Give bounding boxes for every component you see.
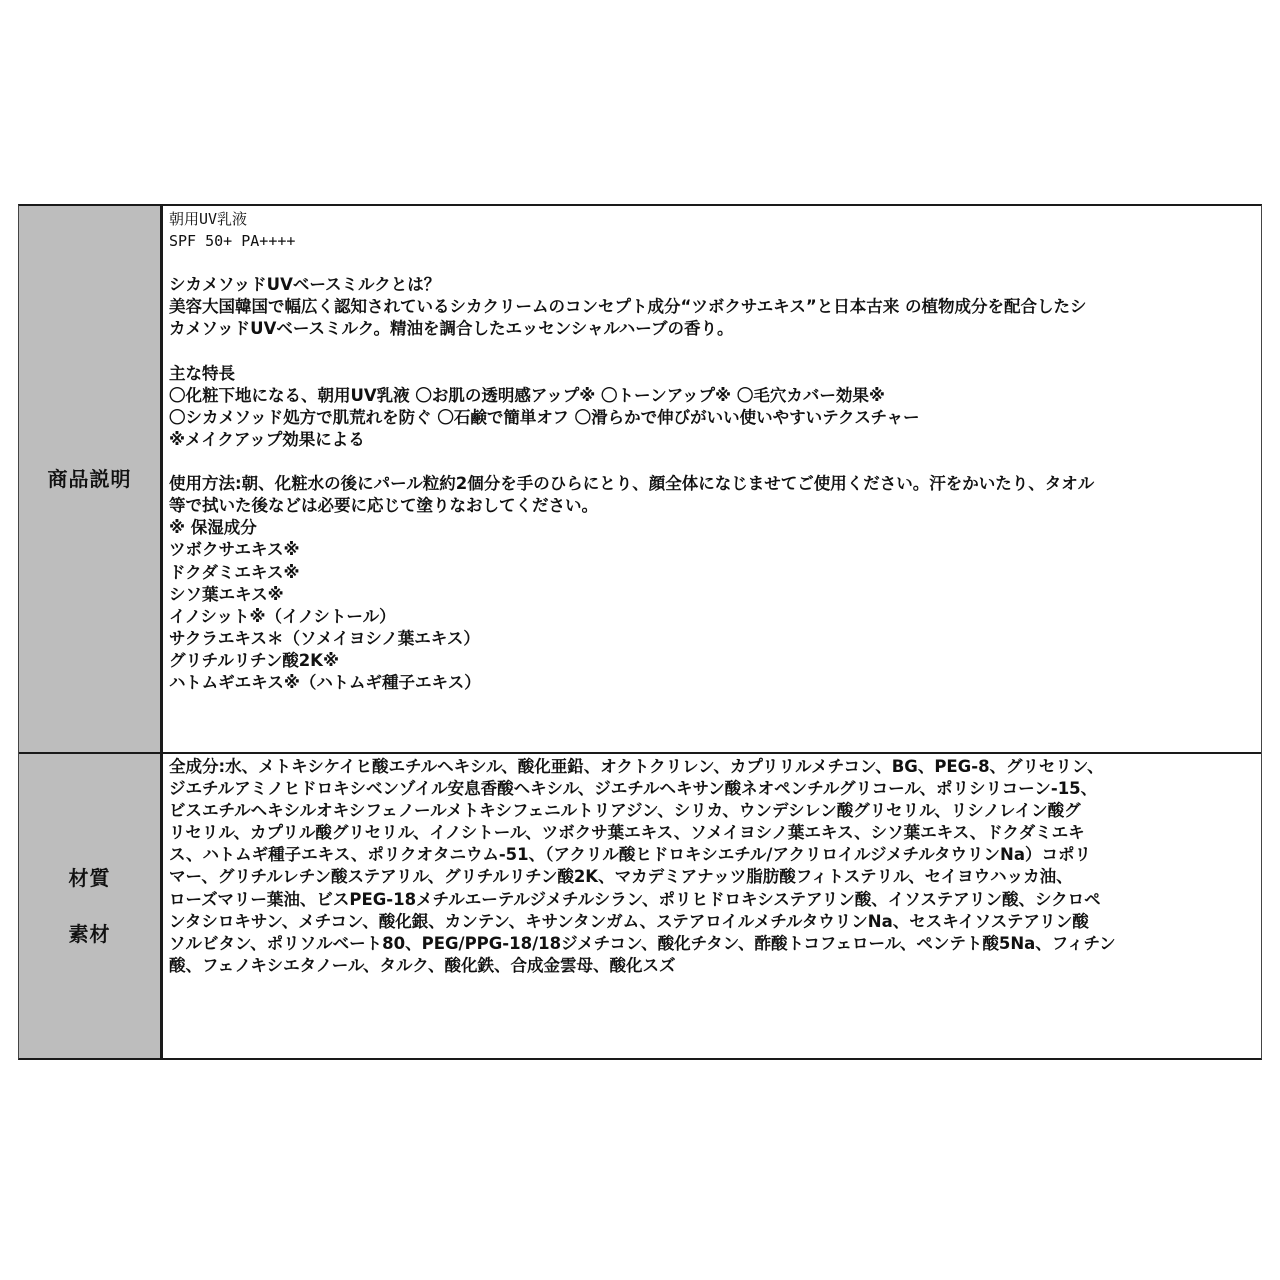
description-line: カメソッドUVベースミルク。精油を調合したエッセンシャルハーブの香り。 (169, 319, 734, 339)
ingredient-line: ビスエチルヘキシルオキシフェノールメトキシフェニルトリアジン、シリカ、ウンデシレン酸グリセリル、リシノレイン酸グ (169, 801, 1081, 821)
description-line: 等で拭いた後などは必要に応じて塗りなおしてください。 (169, 496, 598, 516)
description-line: ドクダミエキス※ (169, 562, 300, 582)
description-line: ※メイクアップ効果による (169, 429, 365, 449)
materials-label-line1: 材質 (68, 866, 111, 890)
description-line: 〇化粧下地になる、朝用UV乳液 〇お肌の透明感アップ※ 〇トーンアップ※ 〇毛穴カバー効果※ (169, 385, 885, 405)
ingredient-line: マー、グリチルレチン酸ステアリル、グリチルリチン酸2K、マカデミアナッツ脂肪酸フィトステリル、セイヨウハッカ油、 (169, 867, 1073, 887)
description-line: 主な特長 (169, 363, 235, 383)
description-line: ハトムギエキス※（ハトムギ種子エキス） (169, 672, 481, 692)
description-content (163, 206, 1261, 752)
description-line: 朝用UV乳液 (169, 210, 248, 228)
spacer (169, 341, 1255, 363)
ingredient-line: 酸、フェノキシエタノール、タルク、酸化鉄、合成金雲母、酸化スズ (169, 955, 676, 975)
spacer (169, 451, 1255, 473)
description-line: グリチルリチン酸2K※ (169, 650, 339, 670)
description-line: 美容大国韓国で幅広く認知されているシカクリームのコンセプト成分“ツボクサエキス”と日本古来 の植物成分を配合したシ (169, 297, 1087, 317)
spacer (169, 252, 1255, 274)
materials-content (163, 754, 1261, 1058)
description-label-cell (19, 206, 163, 752)
description-line: シソ葉エキス※ (169, 584, 284, 604)
ingredient-line: 全成分:水、メトキシケイヒ酸エチルヘキシル、酸化亜鉛、オクトクリレン、カプリリルメチコン、BG、PEG-8、グリセリン、 (169, 757, 1104, 776)
ingredient-line: ンタシロキサン、メチコン、酸化銀、カンテン、キサンタンガム、ステアロイルメチルタウリンNa、セスキイソステアリン酸 (169, 911, 1089, 931)
materials-row (19, 754, 1261, 1058)
ingredient-line: ス、ハトムギ種子エキス、ポリクオタニウム-51、（アクリル酸ヒドロキシエチル/アクリロイルジメチルタウリンNa）コポリ (169, 845, 1091, 865)
description-line: シカメソッドUVベースミルクとは？ (169, 275, 441, 295)
materials-label-cell (19, 754, 163, 1058)
ingredient-line: ソルビタン、ポリソルベート80、PEG/PPG-18/18ジメチコン、酸化チタン、酢酸トコフェロール、ペンテト酸5Na、フィチン (169, 933, 1116, 953)
description-line: 〇シカメソッド処方で肌荒れを防ぐ 〇石鹸で簡単オフ 〇滑らかで伸びがいい使いやすいテクスチャー (169, 407, 920, 427)
description-label: 商品説明 (47, 467, 132, 491)
description-line: ※ 保湿成分 (169, 518, 257, 538)
ingredient-line: ジエチルアミノヒドロキシベンゾイル安息香酸ヘキシル、ジエチルヘキサン酸ネオペンチルグリコール、ポリシリコーン-15、 (169, 779, 1098, 799)
description-line: 使用方法:朝、化粧水の後にパール粒約2個分を手のひらにとり、顔全体になじませてご使用ください。汗をかいたり、タオル (169, 474, 1095, 494)
ingredient-line: ローズマリー葉油、ビスPEG-18メチルエーテルジメチルシラン、ポリヒドロキシステアリン酸、イソステアリン酸、シクロペ (169, 889, 1101, 909)
description-line: SPF 50+ PA++++ (169, 232, 296, 251)
description-row (19, 206, 1261, 754)
materials-label-line2: 素材 (68, 922, 111, 946)
description-line: イノシット※（イノシトール） (169, 606, 396, 626)
description-line: ツボクサエキス※ (169, 540, 300, 560)
ingredient-line: リセリル、カプリル酸グリセリル、イノシトール、ツボクサ葉エキス、ソメイヨシノ葉エキス、シソ葉エキス、ドクダミエキ (169, 823, 1085, 843)
description-line: サクラエキス＊（ソメイヨシノ葉エキス） (169, 628, 480, 648)
product-spec-table (18, 204, 1262, 1060)
